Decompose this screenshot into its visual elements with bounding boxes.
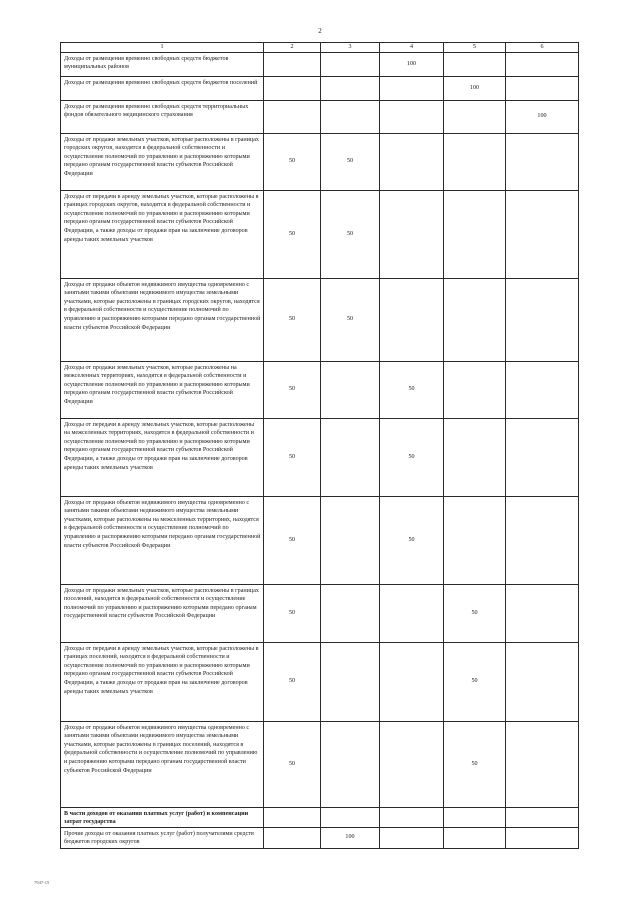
value-cell-c3: 50 [321, 278, 380, 361]
value-cell-c2: 50 [264, 642, 321, 721]
value-cell-c6 [506, 133, 579, 190]
value-cell-c4 [380, 807, 444, 827]
row-name: В части доходов от оказания платных услуг (работ) и компенсации затрат государства [61, 807, 264, 827]
value-cell-c4 [380, 190, 444, 278]
table-row [61, 361, 579, 418]
value-cell-c5 [444, 496, 506, 584]
value-cell-c6 [506, 496, 579, 584]
value-cell-c3 [321, 100, 380, 133]
value-cell-c6 [506, 278, 579, 361]
value-cell-c6 [506, 807, 579, 827]
row-name: Доходы от продажи земельных участков, которые расположены на межселенных территориях, находятся в федеральной собственности и осуществление полномочий по управлению и распоряжению которыми передано органам государственной власти субъектов Российской Федерации [61, 361, 264, 418]
table-row [61, 496, 579, 584]
value-cell-c5 [444, 278, 506, 361]
value-cell-c4 [380, 584, 444, 642]
value-cell-c5: 100 [444, 76, 506, 100]
value-cell-c5: 50 [444, 584, 506, 642]
value-cell-c4 [380, 642, 444, 721]
row-name: Доходы от продажи земельных участков, которые расположены в границах поселений, находятся в федеральной собственности и осуществление полномочий по управлению и распоряжению которыми передано органам государственной власти субъектов Российской Федерации [61, 584, 264, 642]
value-cell-c4 [380, 278, 444, 361]
row-name: Доходы от передачи в аренду земельных участков, которые расположены в границах городских округов, находятся в федеральной собственности и осуществление полномочий по управлению и распоряжению которыми передано органам государственной власти субъектов Российской Федерации, а также доходы от продажи прав на заключение договоров аренды таких земельных участков [61, 190, 264, 278]
column-header: 5 [444, 43, 506, 53]
value-cell-c5 [444, 827, 506, 848]
document-code: 7947-15 [34, 880, 50, 885]
value-cell-c5 [444, 100, 506, 133]
value-cell-c2: 50 [264, 721, 321, 807]
value-cell-c4 [380, 133, 444, 190]
value-cell-c2 [264, 807, 321, 827]
value-cell-c4: 50 [380, 418, 444, 496]
row-name: Доходы от передачи в аренду земельных участков, которые расположены в границах поселений, находятся в федеральной собственности и осуществление полномочий по управлению и распоряжению которыми передано органам государственной власти субъектов Российской Федерации, а также доходы от продажи прав на заключение договоров аренды таких земельных участков [61, 642, 264, 721]
row-name: Доходы от продажи объектов недвижимого имущества одновременно с занятыми такими объектами недвижимого имущества земельными участками, которые расположены в границах поселений, находятся в федеральной собственности и осуществление полномочий по управлению и распоряжению которыми передано органам государственной власти субъектов Российской Федерации [61, 721, 264, 807]
value-cell-c5 [444, 361, 506, 418]
column-header: 3 [321, 43, 380, 53]
column-header: 6 [506, 43, 579, 53]
row-name: Доходы от размещения временно свободных средств бюджетов поселений [61, 76, 264, 100]
value-cell-c5 [444, 133, 506, 190]
value-cell-c2: 50 [264, 133, 321, 190]
value-cell-c6 [506, 52, 579, 76]
value-cell-c5 [444, 418, 506, 496]
value-cell-c2 [264, 100, 321, 133]
table-row [61, 807, 579, 827]
value-cell-c3 [321, 496, 380, 584]
table-row [61, 52, 579, 76]
value-cell-c3: 100 [321, 827, 380, 848]
value-cell-c5 [444, 190, 506, 278]
value-cell-c3 [321, 52, 380, 76]
value-cell-c5: 50 [444, 721, 506, 807]
value-cell-c6 [506, 76, 579, 100]
value-cell-c2: 50 [264, 496, 321, 584]
column-header: 2 [264, 43, 321, 53]
table-row [61, 133, 579, 190]
value-cell-c6 [506, 642, 579, 721]
row-name: Доходы от продажи объектов недвижимого имущества одновременно с занятыми такими объектами недвижимого имущества земельными участками, которые расположены в границах городских округов, находятся в федеральной собственности и осуществление полномочий по управлению и распоряжению которыми передано органам государственной власти субъектов Российской Федерации [61, 278, 264, 361]
value-cell-c2: 50 [264, 418, 321, 496]
value-cell-c6 [506, 361, 579, 418]
row-name: Прочие доходы от оказания платных услуг (работ) получателями средств бюджетов городских округов [61, 827, 264, 848]
value-cell-c3 [321, 418, 380, 496]
value-cell-c2: 50 [264, 278, 321, 361]
value-cell-c3: 50 [321, 190, 380, 278]
value-cell-c2: 50 [264, 190, 321, 278]
value-cell-c4: 50 [380, 496, 444, 584]
value-cell-c4 [380, 827, 444, 848]
row-name: Доходы от размещения временно свободных средств бюджетов муниципальных районов [61, 52, 264, 76]
table-row [61, 721, 579, 807]
table-row [61, 190, 579, 278]
value-cell-c5 [444, 52, 506, 76]
row-name: Доходы от передачи в аренду земельных участков, которые расположены на межселенных территориях, находятся в федеральной собственности и осуществление полномочий по управлению и распоряжению которыми передано органам государственной власти субъектов Российской Федерации, а также доходы от продажи прав на заключение договоров аренды таких земельных участков [61, 418, 264, 496]
table-row [61, 278, 579, 361]
table-row [61, 418, 579, 496]
value-cell-c4: 100 [380, 52, 444, 76]
value-cell-c6 [506, 584, 579, 642]
value-cell-c4 [380, 721, 444, 807]
value-cell-c3 [321, 76, 380, 100]
value-cell-c4 [380, 76, 444, 100]
page-number: 2 [318, 27, 322, 35]
row-name: Доходы от размещения временно свободных средств территориальных фондов обязательного медицинского страхования [61, 100, 264, 133]
value-cell-c4: 50 [380, 361, 444, 418]
column-header: 1 [61, 43, 264, 53]
value-cell-c6 [506, 721, 579, 807]
table-row [61, 827, 579, 848]
value-cell-c3: 50 [321, 133, 380, 190]
table-row [61, 642, 579, 721]
value-cell-c2 [264, 52, 321, 76]
value-cell-c3 [321, 721, 380, 807]
row-name: Доходы от продажи земельных участков, которые расположены в границах городских округов, находятся в федеральной собственности и осуществление полномочий по управлению и распоряжению которыми передано органам государственной власти субъектов Российской Федерации [61, 133, 264, 190]
value-cell-c3 [321, 642, 380, 721]
value-cell-c6: 100 [506, 100, 579, 133]
table-row [61, 76, 579, 100]
column-header: 4 [380, 43, 444, 53]
table-row [61, 584, 579, 642]
value-cell-c2 [264, 76, 321, 100]
table-row [61, 100, 579, 133]
revenue-distribution-table [60, 42, 579, 849]
value-cell-c4 [380, 100, 444, 133]
value-cell-c6 [506, 418, 579, 496]
row-name: Доходы от продажи объектов недвижимого имущества одновременно с занятыми такими объектами недвижимого имущества земельными участками, которые расположены на межселенных территориях, находятся в федеральной собственности и осуществление полномочий по управлению и распоряжению которыми передано органам государственной власти субъектов Российской Федерации [61, 496, 264, 584]
value-cell-c2 [264, 827, 321, 848]
value-cell-c3 [321, 584, 380, 642]
value-cell-c5 [444, 807, 506, 827]
table-header-row [61, 43, 579, 53]
value-cell-c2: 50 [264, 584, 321, 642]
value-cell-c6 [506, 190, 579, 278]
value-cell-c2: 50 [264, 361, 321, 418]
value-cell-c3 [321, 361, 380, 418]
value-cell-c6 [506, 827, 579, 848]
value-cell-c5: 50 [444, 642, 506, 721]
value-cell-c3 [321, 807, 380, 827]
